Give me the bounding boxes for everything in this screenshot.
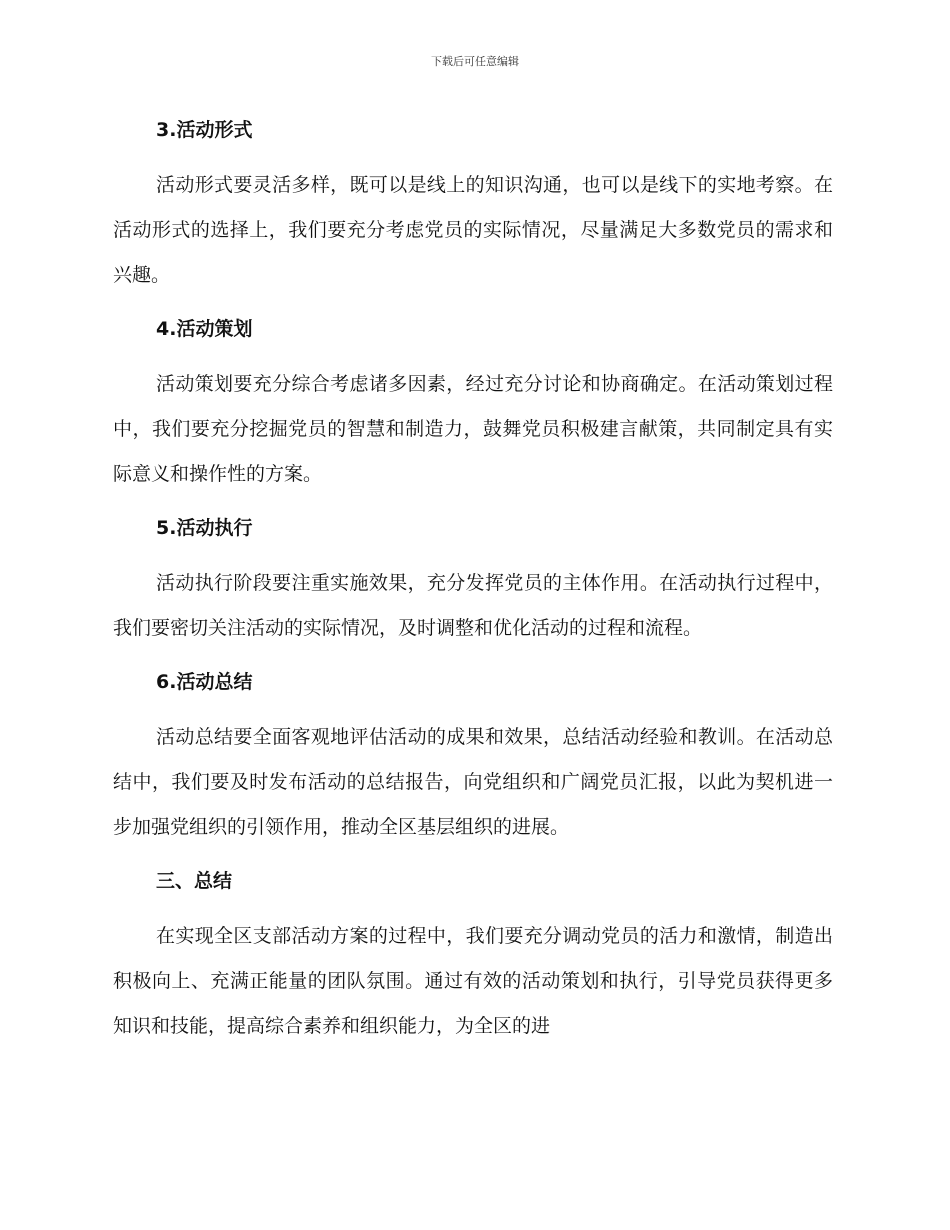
section-heading: 5.活动执行 bbox=[156, 517, 253, 539]
section-paragraph: 活动执行阶段要注重实施效果，充分发挥党员的主体作用。在活动执行过程中，我们要密切关注活动的实际情况，及时调整和优化活动的过程和流程。 bbox=[113, 572, 833, 639]
section-heading: 3.活动形式 bbox=[156, 119, 253, 141]
section-heading: 4.活动策划 bbox=[156, 318, 253, 340]
section-paragraph: 在实现全区支部活动方案的过程中，我们要充分调动党员的活力和激情，制造出积极向上、充满正能量的团队氛围。通过有效的活动策划和执行，引导党员获得更多知识和技能，提高综合素养和组织能力，为全区的进 bbox=[113, 925, 833, 1037]
section-paragraph: 活动策划要充分综合考虑诸多因素，经过充分讨论和协商确定。在活动策划过程中，我们要充分挖掘党员的智慧和制造力，鼓舞党员积极建言献策，共同制定具有实际意义和操作性的方案。 bbox=[113, 373, 833, 485]
section-heading: 三、总结 bbox=[156, 870, 233, 892]
section-paragraph: 活动形式要灵活多样，既可以是线上的知识沟通，也可以是线下的实地考察。在活动形式的选择上，我们要充分考虑党员的实际情况，尽量满足大多数党员的需求和兴趣。 bbox=[113, 174, 833, 286]
document-body bbox=[113, 110, 833, 1049]
page-header: 下载后可任意编辑 bbox=[431, 55, 519, 68]
section-paragraph: 活动总结要全面客观地评估活动的成果和效果，总结活动经验和教训。在活动总结中，我们要及时发布活动的总结报告，向党组织和广阔党员汇报，以此为契机进一步加强党组织的引领作用，推动全区基层组织的进展。 bbox=[113, 726, 833, 838]
section-heading: 6.活动总结 bbox=[156, 671, 253, 693]
